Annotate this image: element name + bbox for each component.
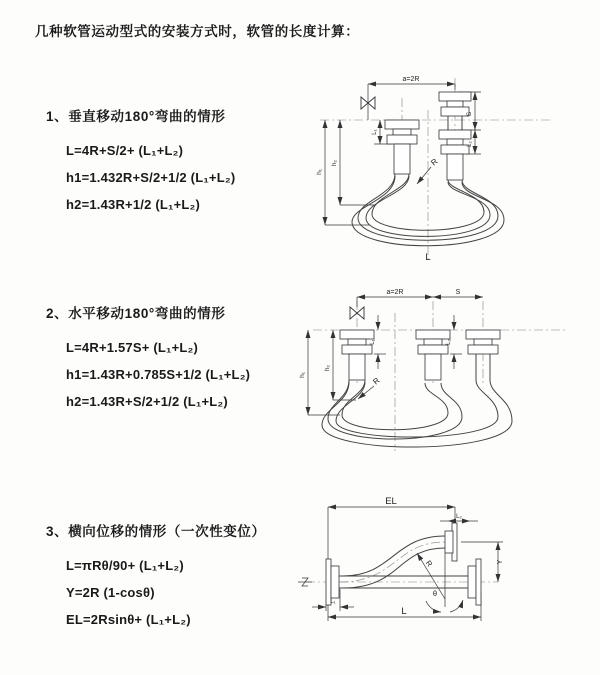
centerlines: [320, 78, 552, 260]
dim-label-l2: L₂: [467, 141, 473, 147]
dim-label-a2r: a=2R: [386, 289, 404, 296]
braided-hose-section: [425, 354, 441, 380]
dim-label-h2: h₂: [324, 364, 331, 372]
dim-label-h1: h₁: [299, 372, 306, 378]
diagram-horizontal-180-bend: [298, 283, 598, 455]
formula-L: L=4R+1.57S+ (L₁+L₂): [66, 340, 199, 355]
dim-label-a2r: a=2R: [402, 76, 420, 83]
right-flange-assembly-lower: [439, 130, 471, 180]
formula-EL: EL=2Rsinθ+ (L₁+L₂): [66, 612, 191, 627]
dim-label-s: S: [455, 289, 461, 296]
dim-label-theta: θ: [432, 589, 438, 598]
dim-label-s: S: [466, 111, 473, 117]
braided-hose-section: [349, 354, 365, 380]
dim-label-l2: L₂: [456, 514, 462, 520]
section-2-heading: 2、水平移动180°弯曲的情形: [46, 306, 226, 321]
dim-label-h2: h₂: [331, 159, 338, 167]
right-flange-displaced: [445, 523, 457, 561]
dimension-lines: [308, 297, 483, 415]
formula-h2: h2=1.43R+1/2 (L₁+L₂): [66, 197, 201, 212]
left-flange-assembly: [385, 120, 419, 174]
section-horizontal-movement: [46, 302, 250, 415]
page-title: 几种软管运动型式的安装方式时，软管的长度计算：: [35, 24, 360, 39]
dim-label-l: L: [401, 606, 407, 617]
diagram-vertical-180-bend: [300, 70, 595, 265]
formula-h1: h1=1.43R+0.785S+1/2 (L₁+L₂): [66, 367, 251, 382]
formula-h2: h2=1.43R+S/2+1/2 (L₁+L₂): [66, 394, 228, 409]
formula-h1: h1=1.432R+S/2+1/2 (L₁+L₂): [66, 170, 236, 185]
section-3-heading: 3、横向位移的情形（一次性变位）: [46, 524, 266, 539]
diagram-lateral-displacement: [298, 495, 598, 660]
dim-label-y: Y: [497, 559, 504, 565]
dim-label-l1: L₁: [372, 129, 378, 135]
dim-label-l1: L₁: [330, 599, 336, 605]
dim-label-r: R: [429, 156, 440, 168]
dim-label-r: R: [423, 558, 435, 569]
dim-label-l1: L₁: [370, 339, 376, 345]
section-1-heading: 1、垂直移动180°弯曲的情形: [46, 109, 226, 124]
section-vertical-movement: [46, 105, 235, 218]
left-flange-assembly: [340, 330, 374, 380]
formula-L: L=4R+S/2+ (L₁+L₂): [66, 143, 184, 158]
right-flange-original: [468, 559, 481, 605]
right-flange-assembly-shifted: [466, 330, 500, 354]
dim-label-el: EL: [385, 496, 397, 507]
formula-L: L=πRθ/90+ (L₁+L₂): [66, 558, 184, 573]
dim-label-l: L: [425, 252, 431, 263]
braided-hose-section: [447, 154, 463, 180]
dim-label-h1: h₁: [316, 169, 323, 175]
dim-label-r: R: [371, 375, 382, 387]
braided-hose-section: [394, 144, 410, 174]
section-lateral-displacement: [46, 520, 266, 633]
middle-flange-assembly: [416, 330, 450, 380]
dim-label-l2: L₂: [446, 339, 452, 345]
formula-Y: Y=2R (1-cosθ): [66, 585, 155, 600]
